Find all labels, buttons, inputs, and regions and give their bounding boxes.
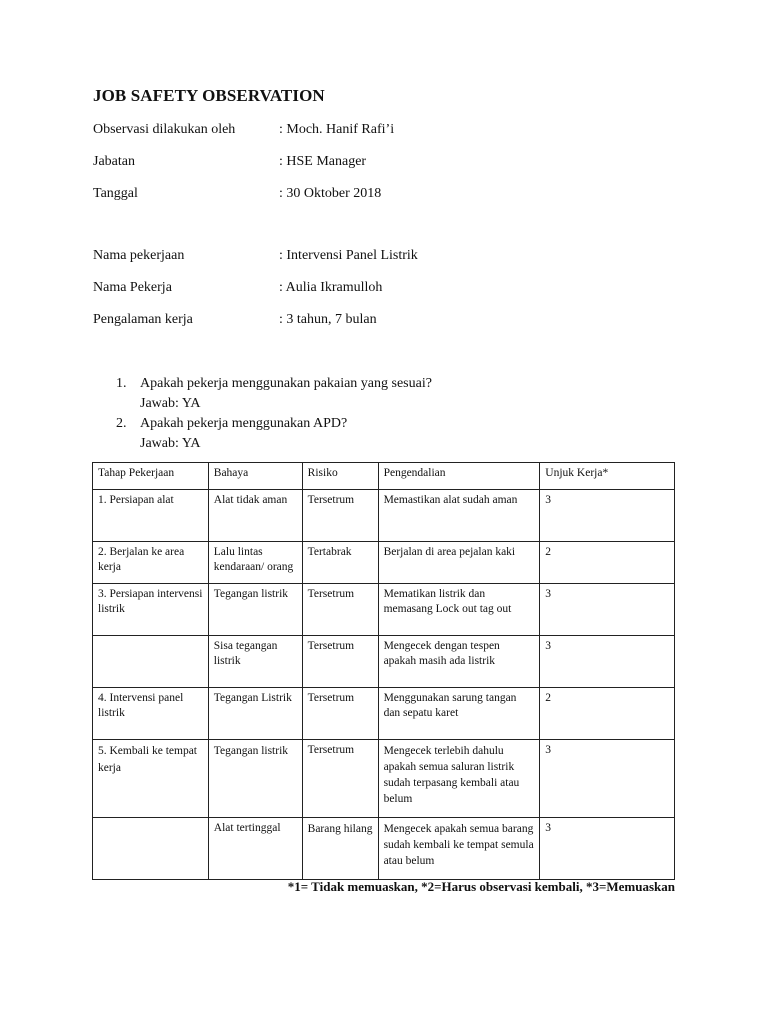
- question-number: 2.: [116, 416, 127, 431]
- cell-hazard: Tegangan Listrik: [208, 688, 302, 740]
- cell-stage: [93, 818, 209, 880]
- header-cell-risk: Risiko: [302, 463, 378, 490]
- cell-stage: [93, 636, 209, 688]
- cell-risk: Tertabrak: [302, 542, 378, 584]
- cell-control: Memastikan alat sudah aman: [378, 490, 540, 542]
- info-label: Tanggal: [93, 186, 138, 201]
- cell-hazard: Tegangan listrik: [208, 740, 302, 818]
- header-cell-performance: Unjuk Kerja*: [540, 463, 675, 490]
- cell-risk: Tersetrum: [302, 740, 378, 818]
- question-list: [116, 374, 432, 454]
- cell-control: Mengecek dengan tespen apakah masih ada listrik: [378, 636, 540, 688]
- info-label: Nama pekerjaan: [93, 248, 185, 263]
- cell-hazard: Lalu lintas kendaraan/ orang: [208, 542, 302, 584]
- info-label: Nama Pekerja: [93, 280, 172, 295]
- header-cell-control: Pengendalian: [378, 463, 540, 490]
- document-title: JOB SAFETY OBSERVATION: [93, 86, 325, 105]
- cell-risk: Tersetrum: [302, 688, 378, 740]
- table-row: [93, 818, 675, 880]
- cell-risk: Tersetrum: [302, 584, 378, 636]
- table-row: [93, 688, 675, 740]
- header-cell-stage: Tahap Pekerjaan: [93, 463, 209, 490]
- cell-performance: 3: [540, 818, 675, 880]
- question-text: Apakah pekerja menggunakan APD?: [140, 416, 348, 431]
- question-number: 1.: [116, 376, 127, 391]
- info-label: Jabatan: [93, 154, 135, 169]
- cell-risk: Barang hilang: [302, 818, 378, 880]
- cell-performance: 3: [540, 636, 675, 688]
- table-row: [93, 740, 675, 818]
- cell-performance: 2: [540, 688, 675, 740]
- cell-performance: 3: [540, 584, 675, 636]
- cell-performance: 3: [540, 740, 675, 818]
- question-item: [116, 374, 432, 414]
- cell-risk: Tersetrum: [302, 636, 378, 688]
- cell-control: Menggunakan sarung tangan dan sepatu karet: [378, 688, 540, 740]
- info-label: Observasi dilakukan oleh: [93, 122, 236, 137]
- table-row: [93, 490, 675, 542]
- cell-stage: 1. Persiapan alat: [93, 490, 209, 542]
- cell-control: Mengecek terlebih dahulu apakah semua saluran listrik sudah terpasang kembali atau belum: [378, 740, 540, 818]
- question-item: [116, 414, 432, 454]
- info-label: Pengalaman kerja: [93, 312, 193, 327]
- question-answer: Jawab: YA: [140, 396, 201, 411]
- table-row: [93, 584, 675, 636]
- question-text: Apakah pekerja menggunakan pakaian yang sesuai?: [140, 376, 432, 391]
- info-value: : Intervensi Panel Listrik: [279, 248, 418, 263]
- cell-hazard: Alat tidak aman: [208, 490, 302, 542]
- cell-hazard: Tegangan listrik: [208, 584, 302, 636]
- info-value: : Moch. Hanif Rafi’i: [279, 122, 395, 137]
- cell-stage: 3. Persiapan intervensi listrik: [93, 584, 209, 636]
- info-value: : 3 tahun, 7 bulan: [279, 312, 377, 327]
- cell-hazard: Sisa tegangan listrik: [208, 636, 302, 688]
- cell-stage: 5. Kembali ke tempat kerja: [93, 740, 209, 818]
- observation-table: [92, 462, 675, 880]
- cell-performance: 2: [540, 542, 675, 584]
- table-row: [93, 542, 675, 584]
- cell-stage: 2. Berjalan ke area kerja: [93, 542, 209, 584]
- cell-risk: Tersetrum: [302, 490, 378, 542]
- rating-footnote: *1= Tidak memuaskan, *2=Harus observasi kembali, *3=Memuaskan: [287, 879, 675, 894]
- cell-control: Berjalan di area pejalan kaki: [378, 542, 540, 584]
- cell-performance: 3: [540, 490, 675, 542]
- cell-control: Mengecek apakah semua barang sudah kembali ke tempat semula atau belum: [378, 818, 540, 880]
- question-answer: Jawab: YA: [140, 436, 201, 451]
- info-value: : Aulia Ikramulloh: [279, 280, 383, 295]
- cell-stage: 4. Intervensi panel listrik: [93, 688, 209, 740]
- cell-hazard: Alat tertinggal: [208, 818, 302, 880]
- info-value: : 30 Oktober 2018: [279, 186, 382, 201]
- cell-control: Mematikan listrik dan memasang Lock out tag out: [378, 584, 540, 636]
- info-value: : HSE Manager: [279, 154, 367, 169]
- table-header-row: [93, 463, 675, 490]
- header-cell-hazard: Bahaya: [208, 463, 302, 490]
- table-row: [93, 636, 675, 688]
